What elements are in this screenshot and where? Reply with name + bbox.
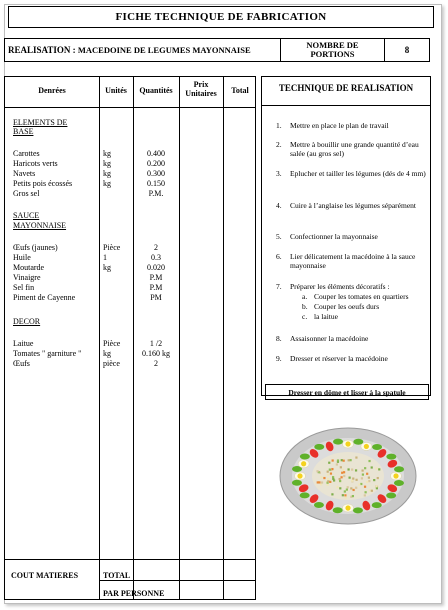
ingredient-unit: kg [103,149,111,158]
portions-label-line-1: NOMBRE DE [306,40,359,50]
portions-label [280,38,384,62]
substep-text: Couper les tomates en quartiers [314,292,409,301]
vegetable-dice-icon [368,477,370,479]
vegetable-dice-icon [327,478,329,480]
ingredient-name: Œufs (jaunes) [13,243,58,252]
vegetable-dice-icon [371,466,373,468]
col-header-unites: Unités [105,86,127,95]
cout-matieres-label: COUT MATIERES [11,571,79,580]
portions-value: 8 [384,38,430,62]
column-divider [99,77,100,599]
section-title: BASE [13,127,34,136]
vegetable-dice-icon [373,479,375,481]
vegetable-dice-icon [331,468,333,470]
step-text: Mettre à bouillir une grande quantité d’eau salée (au gros sel) [290,140,419,158]
vegetable-dice-icon [343,471,345,473]
col-header-prix-unitaires: Prix Unitaires [185,80,217,98]
total-label: TOTAL [103,571,131,580]
ingredient-unit: kg [103,349,111,358]
section-title: MAYONNAISE [13,221,67,230]
ingredient-name: Laitue [13,339,34,348]
vegetable-dice-icon [375,467,377,469]
col-header-total: Total [231,86,249,95]
ingredient-unit: kg [103,169,111,178]
section-title: DECOR [13,317,41,326]
vegetable-dice-icon [358,483,360,485]
vegetable-dice-icon [339,478,341,480]
step-text: Assaisonner la macédoine [290,334,369,343]
vegetable-dice-icon [364,467,366,469]
vegetable-dice-icon [343,460,345,462]
vegetable-dice-icon [348,459,350,461]
col-header-denrees: Denrées [38,86,66,95]
ingredient-unit: 1 [103,253,107,262]
egg-yolk-icon [297,473,302,478]
vegetable-dice-icon [352,495,354,497]
ingredient-name: Huile [13,253,31,262]
footer-divider [5,559,255,560]
lettuce-leaf-icon [300,453,310,459]
substep-text: Couper les oeufs durs [314,302,380,311]
vegetable-dice-icon [328,462,330,464]
vegetable-dice-icon [327,474,329,476]
vegetable-dice-icon [340,476,342,478]
vegetable-dice-icon [349,477,351,479]
step-number: 5. [276,232,282,241]
vegetable-dice-icon [336,486,338,488]
lettuce-leaf-icon [333,507,343,513]
lettuce-leaf-icon [292,480,302,486]
vegetable-dice-icon [344,494,346,496]
egg-yolk-icon [364,444,369,449]
ingredient-name: Œufs [13,359,30,368]
ingredient-qty: 0.200 [147,159,165,168]
ingredient-qty: 2 [154,243,158,252]
ingredient-name: Sel fin [13,283,35,292]
step-text: Lier délicatement la macédoine à la sauce mayonnaise [290,252,416,270]
vegetable-dice-icon [365,491,367,493]
step-number: 1. [276,121,282,130]
ingredient-unit: pièce [103,359,120,368]
vegetable-dice-icon [369,489,371,491]
vegetable-dice-icon [320,476,322,478]
step-number: 7. [276,282,282,291]
technique-title: TECHNIQUE DE REALISATION [278,83,414,93]
vegetable-dice-icon [350,487,352,489]
ingredient-name: Tomates " garniture " [13,349,82,358]
vegetable-dice-icon [323,477,325,479]
vegetable-dice-icon [327,480,329,482]
step-number: 8. [276,334,282,343]
vegetable-dice-icon [376,487,378,489]
ingredient-unit: Pièce [103,339,121,348]
header-divider [5,107,255,108]
ingredient-name: Moutarde [13,263,45,272]
step-text: Confectionner la mayonnaise [290,232,378,241]
ingredient-name: Haricots verts [13,159,58,168]
step-number: 9. [276,354,282,363]
realisation-value: MACEDOINE DE LEGUMES MAYONNAISE [77,45,251,55]
vegetable-dice-icon [347,468,349,470]
ingredient-qty: P.M [149,273,163,282]
egg-yolk-icon [345,441,350,446]
vegetable-dice-icon [378,468,380,470]
substep-letter: b. [302,302,308,311]
ingredient-qty: 0.160 kg [142,349,170,358]
vegetable-dice-icon [329,468,331,470]
vegetable-dice-icon [317,481,319,483]
per-person-label: PAR PERSONNE [103,589,165,598]
section-title: SAUCE [13,211,40,220]
vegetable-dice-icon [368,480,370,482]
realisation-label: REALISATION : [8,45,76,55]
vegetable-dice-icon [345,496,347,498]
step-number: 6. [276,252,282,261]
ingredient-qty: PM [150,293,162,302]
vegetable-dice-icon [332,478,334,480]
ingredient-qty: 0.150 [147,179,165,188]
vegetable-dice-icon [347,486,349,488]
vegetable-dice-icon [371,490,373,492]
vegetable-dice-icon [364,494,366,496]
substep-letter: a. [302,292,308,301]
vegetable-dice-icon [321,481,323,483]
vegetable-dice-icon [344,490,346,492]
salad-plate-illustration [278,424,418,528]
lettuce-leaf-icon [314,444,324,450]
egg-yolk-icon [345,505,350,510]
vegetable-dice-icon [330,472,332,474]
technique-panel [261,76,431,396]
lettuce-leaf-icon [386,454,396,460]
page-title: FICHE TECHNIQUE DE FABRICATION [8,6,434,28]
vegetable-dice-icon [377,477,379,479]
ingredient-name: Gros sel [13,189,40,198]
vegetable-dice-icon [349,459,351,461]
ingredient-qty: 0.020 [147,263,165,272]
vegetable-dice-icon [355,487,357,489]
vegetable-dice-icon [352,489,354,491]
lettuce-leaf-icon [372,502,382,508]
lettuce-leaf-icon [300,492,310,498]
column-divider [223,77,224,599]
vegetable-dice-icon [355,469,357,471]
step-text: Cuire à l’anglaise les légumes séparément [290,201,416,210]
dresser-note: Dresser en dôme et lisser à la spatule [265,384,429,400]
ingredient-unit: Pièce [103,243,121,252]
vegetable-dice-icon [361,469,363,471]
vegetable-dice-icon [361,477,363,479]
vegetable-dice-icon [355,479,357,481]
vegetable-dice-icon [362,473,364,475]
vegetable-dice-icon [329,481,331,483]
ingredient-name: Petits pois écossés [13,179,73,188]
technique-divider [262,105,430,106]
vegetable-dice-icon [331,493,333,495]
lettuce-leaf-icon [353,507,363,513]
vegetable-dice-icon [336,463,338,465]
step-text: Mettre en place le plan de travail [290,121,389,130]
vegetable-dice-icon [337,459,339,461]
vegetable-dice-icon [339,487,341,489]
lettuce-leaf-icon [394,466,404,472]
realisation-field [4,38,280,62]
vegetable-dice-icon [327,484,329,486]
step-text: Eplucher et tailler les légumes (dés de 4 mm) [290,169,426,178]
step-text: Préparer les éléments décoratifs : [290,282,390,291]
ingredient-qty: 0.3 [151,253,161,262]
lettuce-leaf-icon [372,444,382,450]
portions-label-line-2: PORTIONS [310,49,355,59]
vegetable-dice-icon [341,472,343,474]
section-title: ELEMENTS DE [13,118,68,127]
vegetable-dice-icon [351,468,353,470]
lettuce-leaf-icon [386,493,396,499]
lettuce-leaf-icon [394,480,404,486]
ingredient-qty: 0.400 [147,149,165,158]
substep-text: la laitue [314,312,338,321]
vegetable-dice-icon [327,471,329,473]
ingredient-qty: 2 [154,359,158,368]
lettuce-leaf-icon [333,439,343,445]
lettuce-leaf-icon [314,502,324,508]
ingredient-name: Navets [13,169,36,178]
egg-yolk-icon [301,461,306,466]
ingredient-unit: kg [103,159,111,168]
ingredient-name: Carottes [13,149,40,158]
ingredient-unit: kg [103,179,111,188]
vegetable-dice-icon [342,494,344,496]
vegetable-dice-icon [341,459,343,461]
column-divider [179,77,180,599]
ingredient-qty: P.M. [148,189,164,198]
ingredient-qty: P.M [149,283,163,292]
ingredient-unit: kg [103,263,111,272]
vegetable-dice-icon [332,459,334,461]
vegetable-dice-icon [346,489,348,491]
vegetable-dice-icon [368,460,370,462]
step-text: Dresser et réserver la macédoine [290,354,388,363]
egg-yolk-icon [393,473,398,478]
vegetable-dice-icon [340,466,342,468]
vegetable-dice-icon [366,481,368,483]
vegetable-dice-icon [352,477,354,479]
lettuce-leaf-icon [353,439,363,445]
vegetable-dice-icon [375,485,377,487]
ingredient-qty: 1 /2 [149,339,163,348]
vegetable-dice-icon [339,480,341,482]
vegetable-dice-icon [366,473,368,475]
step-number: 2. [276,140,282,149]
vegetable-dice-icon [360,483,362,485]
ingredient-qty: 0.300 [147,169,165,178]
ingredients-table [4,76,256,600]
vegetable-dice-icon [355,456,357,458]
vegetable-dice-icon [364,486,366,488]
ingredient-name: Vinaigre [13,273,41,282]
vegetable-dice-icon [343,475,345,477]
step-number: 3. [276,169,282,178]
vegetable-dice-icon [316,470,318,472]
substep-letter: c. [302,312,308,321]
vegetable-dice-icon [342,469,344,471]
col-header-quantites: Quantités [139,86,173,95]
ingredient-name: Piment de Cayenne [13,293,76,302]
vegetable-dice-icon [351,480,353,482]
step-number: 4. [276,201,282,210]
